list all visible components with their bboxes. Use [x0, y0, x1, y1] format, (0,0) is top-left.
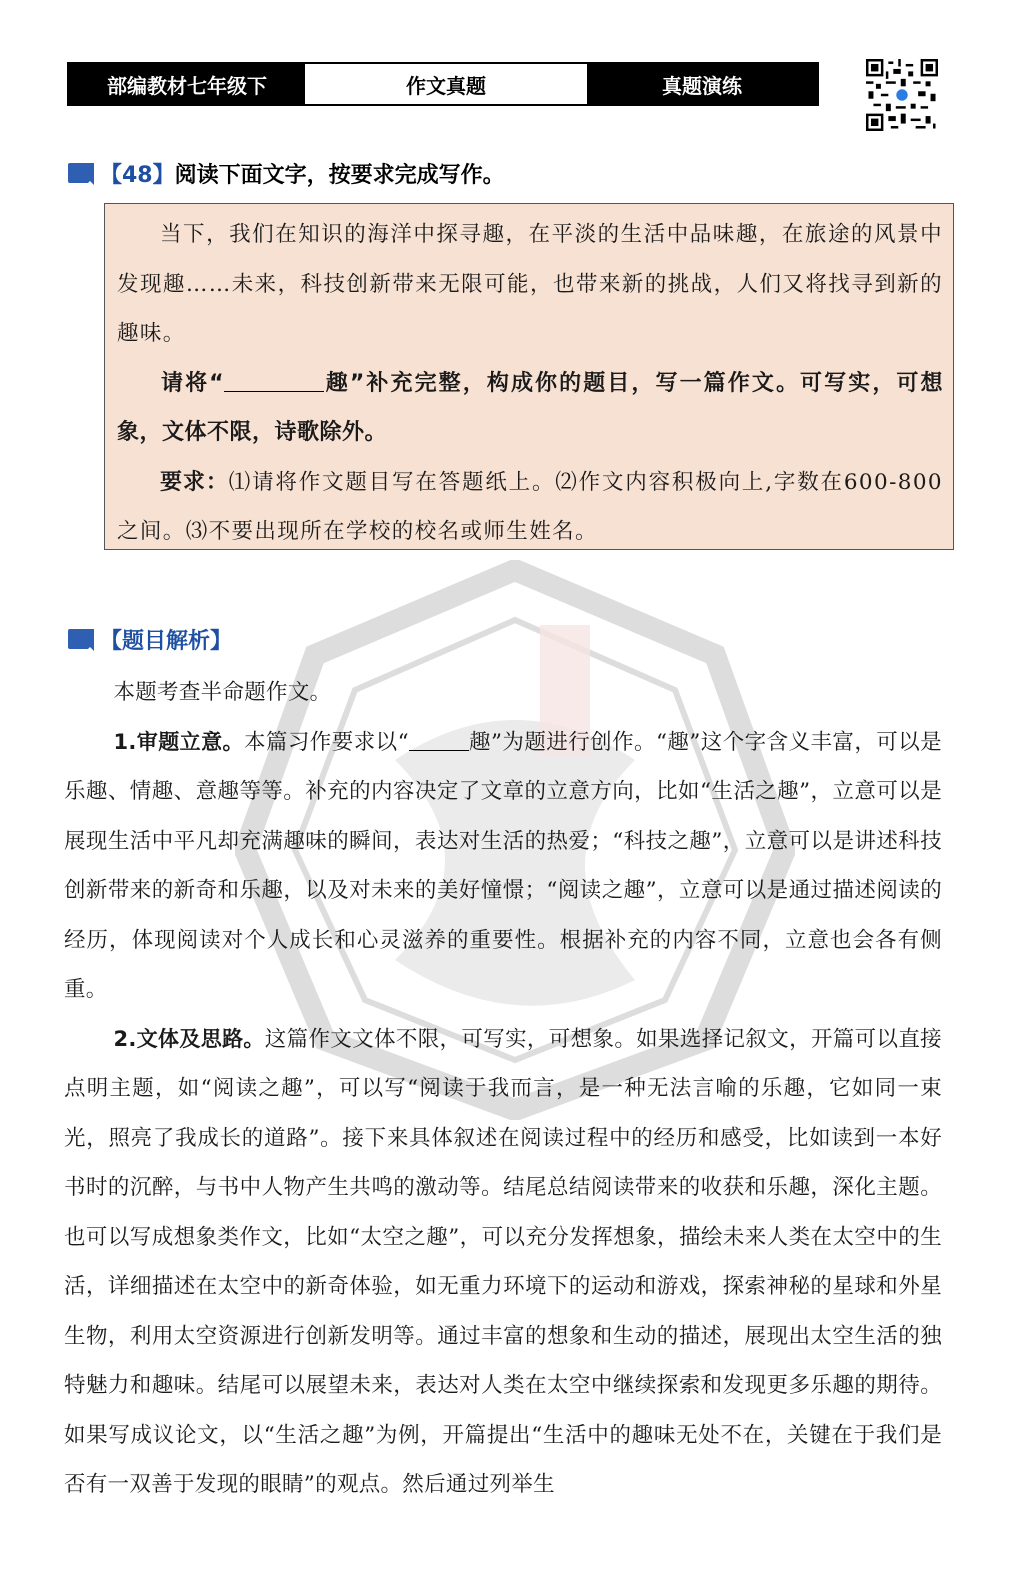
analysis-heading: 【题目解析】	[100, 629, 233, 654]
qr-code[interactable]	[866, 59, 938, 131]
question-number: 【48】	[100, 163, 175, 188]
prompt-requirements	[117, 458, 943, 557]
point-2-title: 2.文体及思路。	[113, 1026, 265, 1051]
analysis-body	[64, 668, 942, 1510]
header-category: 作文真题	[305, 64, 587, 104]
question-header	[66, 158, 505, 189]
prompt-instruction: 请将“ 趣”补充完整，构成你的题目，写一篇作文。可写实，可想象，文体不限，诗歌除外。	[117, 370, 943, 445]
point-1-title: 1.审题立意。	[113, 729, 244, 754]
title-blank	[224, 369, 324, 392]
header-practice: 真题演练	[587, 64, 817, 104]
header-grade: 部编教材七年级下	[69, 64, 305, 104]
analysis-point-2: 2.文体及思路。这篇作文文体不限，可写实，可想象。如果选择记叙文，开篇可以直接点明主题，如“阅读之趣”，可以写“阅读于我而言，是一种无法言喻的乐趣，它如同一束光，照亮了我成长的道路”。接下来具体叙述在阅读过程中的经历和感受，比如读到一本好书时的沉醉，与书中人物产生共鸣的激动等。结尾总结阅读带来的收获和乐趣，深化主题。也可以写成想象类作文，比如“太空之趣”，可以充分发挥想象，描绘未来人类在太空中的生活，详细描述在太空中的新奇体验，如无重力环境下的运动和游戏，探索神秘的星球和外星生物，利用太空资源进行创新发明等。通过丰富的想象和生动的描述，展现出太空生活的独特魅力和趣味。结尾可以展望未来，表达对人类在太空中继续探索和发现更多乐趣的期待。如果写成议论文，以“生活之趣”为例，开篇提出“生活中的趣味无处不在，关键在于我们是否有一双善于发现的眼睛”的观点。然后通过列举生	[64, 1026, 942, 1497]
bookmark-icon	[66, 161, 96, 187]
question-heading: 阅读下面文字，按要求完成写作。	[174, 163, 505, 188]
prompt-box	[104, 203, 954, 550]
requirements-text: ⑴请将作文题目写在答题纸上。⑵作文内容积极向上,字数在600-800之间。⑶不要出现所在学校的校名或师生姓名。	[117, 469, 943, 544]
analysis-intro: 本题考查半命题作文。	[113, 680, 332, 705]
bookmark-icon	[66, 627, 96, 653]
prompt-paragraph: 当下，我们在知识的海洋中探寻趣，在平淡的生活中品味趣，在旅途的风景中发现趣……未来，科技创新带来无限可能，也带来新的挑战，人们又将找寻到新的趣味。	[117, 222, 943, 346]
header-bar	[67, 62, 819, 106]
title-blank	[409, 730, 469, 751]
analysis-point-1: 1.审题立意。本篇习作要求以“ 趣”为题进行创作。“趣”这个字含义丰富，可以是乐趣、情趣、意趣等等。补充的内容决定了文章的立意方向，比如“生活之趣”，立意可以是展现生活中平凡却充满趣味的瞬间，表达对生活的热爱；“科技之趣”，立意可以是讲述科技创新带来的新奇和乐趣，以及对未来的美好憧憬；“阅读之趣”，立意可以是通过描述阅读的经历，体现阅读对个人成长和心灵滋养的重要性。根据补充的内容不同，立意也会各有侧重。	[64, 729, 942, 1002]
analysis-header	[66, 624, 232, 655]
requirements-label: 要求：	[160, 469, 229, 495]
